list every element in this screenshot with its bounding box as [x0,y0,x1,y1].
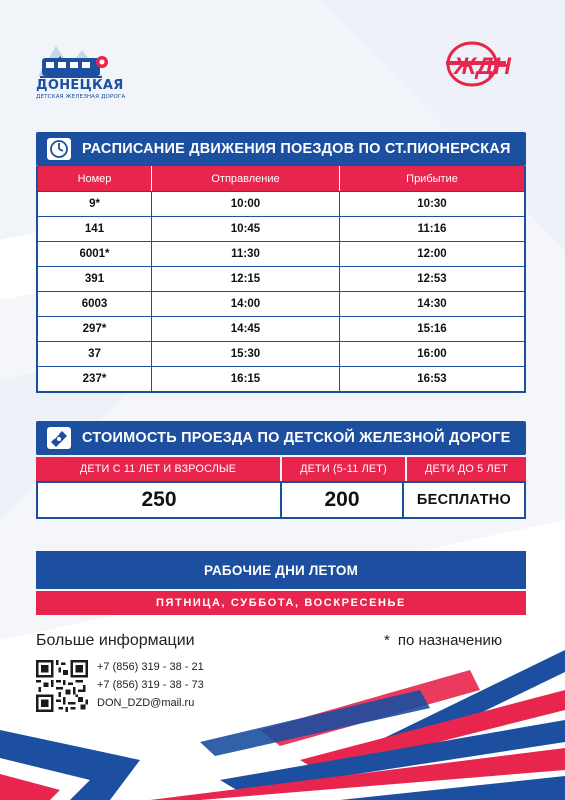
phone-2[interactable]: +7 (856) 319 - 38 - 73 [97,679,204,691]
departure-time: 12:15 [152,267,340,291]
column-header-number: Номер [38,166,152,191]
table-row [38,366,524,391]
departure-time: 14:45 [152,317,340,341]
schedule-header [36,132,526,166]
railway-logo-icon [442,40,530,88]
category-adults: ДЕТИ С 11 ЛЕТ И ВЗРОСЛЫЕ [36,457,280,481]
column-header-departure: Отправление [152,166,340,191]
email-link[interactable]: DON_DZD@mail.ru [97,697,195,709]
more-info-heading: Больше информации [36,632,195,649]
arrival-time: 15:16 [417,323,447,335]
price-category-row [36,457,526,481]
footnote [384,632,502,649]
footnote-text: по назначению [397,632,503,649]
price-under-5: БЕСПЛАТНО [416,492,512,508]
table-row [38,316,524,341]
arrival-time: 16:00 [417,348,447,360]
table-row [38,291,524,316]
price-adults: 250 [38,483,282,517]
footnote-star: * [384,632,390,649]
logo-subtitle: ДЕТСКАЯ ЖЕЛЕЗНАЯ ДОРОГА [36,94,126,100]
category-under-5: ДЕТИ ДО 5 ЛЕТ [407,457,526,481]
price-children-5-11: 200 [282,483,404,517]
ticket-icon [46,426,72,450]
train-number: 6001* [38,242,152,266]
train-number: 6003 [38,292,152,316]
train-number: 141 [38,217,152,241]
arrival-time: 12:00 [417,248,447,260]
departure-time: 10:45 [152,217,340,241]
price-values-row [36,481,526,519]
arrival-time: 10:30 [417,198,447,210]
departure-time: 16:15 [152,367,340,391]
schedule-section [36,132,526,393]
train-number: 37 [38,342,152,366]
arrival-time: 12:53 [417,273,447,285]
prices-header [36,421,526,455]
arrival-time: 14:30 [417,298,447,310]
arrival-time: 16:53 [417,373,447,385]
table-row [38,216,524,241]
railway-logo-text: ЖДН [454,53,511,80]
workdays-section [36,551,526,615]
table-row [38,266,524,291]
schedule-table [36,166,526,393]
schedule-title: РАСПИСАНИЕ ДВИЖЕНИЯ ПОЕЗДОВ ПО СТ.ПИОНЕРСКАЯ [82,141,511,157]
workdays-list: ПЯТНИЦА, СУББОТА, ВОСКРЕСЕНЬЕ [36,591,526,615]
departure-time: 10:00 [152,192,340,216]
train-number: 297* [38,317,152,341]
train-number: 237* [38,367,152,391]
phone-1[interactable]: +7 (856) 319 - 38 - 21 [97,661,204,673]
departure-time: 14:00 [152,292,340,316]
prices-section [36,421,526,519]
clock-icon [46,137,72,161]
qr-code-icon[interactable] [36,660,88,712]
departure-time: 15:30 [152,342,340,366]
train-number: 391 [38,267,152,291]
arrival-time: 11:16 [417,223,447,235]
train-number: 9* [38,192,152,216]
table-row [38,341,524,366]
departure-time: 11:30 [152,242,340,266]
table-row [38,191,524,216]
table-header-row [38,166,524,191]
workdays-title: РАБОЧИЕ ДНИ ЛЕТОМ [36,551,526,589]
prices-title: СТОИМОСТЬ ПРОЕЗДА ПО ДЕТСКОЙ ЖЕЛЕЗНОЙ ДОРОГЕ [82,430,511,446]
table-row [38,241,524,266]
column-header-arrival: Прибытие [406,172,458,185]
category-children-5-11: ДЕТИ (5-11 ЛЕТ) [282,457,405,481]
logo-title: ДОНЕЦКАЯ [36,78,124,93]
